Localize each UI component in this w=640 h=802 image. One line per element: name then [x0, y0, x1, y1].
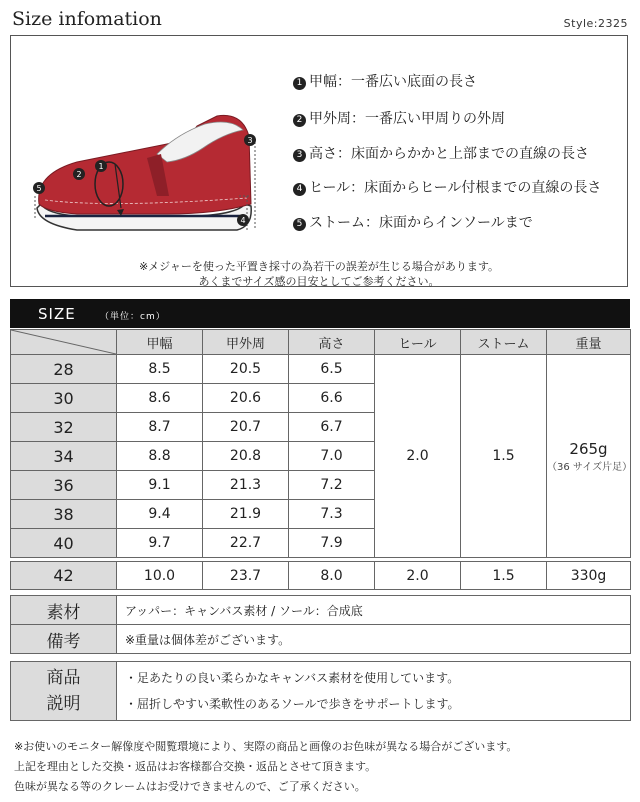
footer-line1: ※お使いのモニター解像度や閲覧環境により、実際の商品と画像のお色味が異なる場合がございます。 — [14, 740, 518, 753]
size-cell: 30 — [11, 384, 117, 413]
svg-text:2: 2 — [76, 170, 82, 179]
size-label: SIZE — [38, 305, 76, 323]
marker-2 — [73, 168, 85, 180]
size-unit: （単位：cm） — [100, 312, 166, 322]
width-cell: 8.7 — [117, 413, 203, 442]
width-cell: 10.0 — [117, 562, 203, 590]
weight-value: 265g — [569, 439, 608, 458]
heel-shared-cell: 2.0 — [375, 355, 461, 558]
size-table — [10, 329, 631, 558]
girth-cell: 20.6 — [203, 384, 289, 413]
measurement-note-1: ※メジャーを使った平置き採寸の為若干の誤差が生じる場合があります。 — [138, 260, 500, 273]
size-table-header — [11, 330, 631, 355]
product-label-line2: 説明 — [46, 694, 81, 714]
footer-line3: 色味が異なる等のクレームはお受けできませんので、ご了承ください。 — [14, 780, 366, 793]
size-42-table — [10, 561, 631, 590]
weight-shared-cell — [547, 355, 631, 558]
product-label — [11, 662, 117, 721]
col-header-heel: ヒール — [375, 330, 461, 355]
height-cell: 6.6 — [289, 384, 375, 413]
definition-height: 3 高さ：床面からかかと上部までの直線の長さ — [293, 143, 589, 163]
material-table — [10, 595, 631, 654]
girth-cell: 21.3 — [203, 471, 289, 500]
col-header-width: 甲幅 — [117, 330, 203, 355]
width-cell: 8.8 — [117, 442, 203, 471]
col-header-weight: 重量 — [547, 330, 631, 355]
measurement-info-box — [10, 35, 628, 287]
storm-cell: 1.5 — [461, 562, 547, 590]
width-cell: 9.7 — [117, 529, 203, 558]
size-header-bar — [10, 299, 630, 328]
width-cell: 8.5 — [117, 355, 203, 384]
table-row — [11, 562, 631, 590]
size-cell: 38 — [11, 500, 117, 529]
product-row — [11, 662, 631, 721]
marker-5 — [33, 182, 45, 194]
footer-notes — [14, 737, 517, 797]
col-header-girth: 甲外周 — [203, 330, 289, 355]
shoe-diagram — [17, 96, 277, 256]
size-cell: 28 — [11, 355, 117, 384]
weight-note: （36 サイズ片足） — [547, 461, 633, 473]
material-value: アッパー：キャンバス素材 / ソール：合成底 — [117, 596, 631, 625]
height-cell: 6.5 — [289, 355, 375, 384]
page-title: Size infomation — [12, 8, 162, 30]
svg-text:1: 1 — [98, 162, 104, 171]
weight-cell: 330g — [547, 562, 631, 590]
definition-storm: 5 ストーム：床面からインソールまで — [293, 212, 533, 232]
height-cell: 6.7 — [289, 413, 375, 442]
girth-cell: 20.7 — [203, 413, 289, 442]
product-line1: ・足あたりの良い柔らかなキャンバス素材を使用しています。 — [125, 671, 460, 685]
corner-cell — [11, 330, 117, 355]
remarks-label: 備考 — [11, 625, 117, 654]
height-cell: 7.3 — [289, 500, 375, 529]
heel-cell: 2.0 — [375, 562, 461, 590]
svg-text:3: 3 — [247, 136, 253, 145]
height-cell: 7.0 — [289, 442, 375, 471]
width-cell: 8.6 — [117, 384, 203, 413]
marker-4 — [237, 214, 249, 226]
table-row — [11, 355, 631, 384]
col-header-storm: ストーム — [461, 330, 547, 355]
svg-text:4: 4 — [240, 216, 246, 225]
material-label: 素材 — [11, 596, 117, 625]
marker-3 — [244, 134, 256, 146]
size-cell: 32 — [11, 413, 117, 442]
footer-line2: 上記を理由とした交換・返品はお客様都合交換・返品とさせて頂きます。 — [14, 760, 377, 773]
girth-cell: 20.5 — [203, 355, 289, 384]
product-line2: ・屈折しやすい柔軟性のあるソールで歩きをサポートします。 — [125, 697, 460, 711]
width-cell: 9.4 — [117, 500, 203, 529]
girth-cell: 21.9 — [203, 500, 289, 529]
definition-width: 1 甲幅：一番広い底面の長さ — [293, 71, 477, 91]
style-code: Style:2325 — [563, 17, 628, 30]
storm-shared-cell: 1.5 — [461, 355, 547, 558]
remarks-value: ※重量は個体差がございます。 — [117, 625, 631, 654]
width-cell: 9.1 — [117, 471, 203, 500]
height-cell: 8.0 — [289, 562, 375, 590]
height-cell: 7.9 — [289, 529, 375, 558]
product-description — [117, 662, 631, 721]
size-cell: 34 — [11, 442, 117, 471]
definition-girth: 2 甲外周：一番広い甲周りの外周 — [293, 108, 505, 128]
marker-1 — [95, 160, 107, 172]
svg-text:5: 5 — [36, 184, 42, 193]
measurement-note-2: あくまでサイズ感の目安としてご参考ください。 — [198, 275, 440, 288]
product-table — [10, 661, 631, 721]
girth-cell: 20.8 — [203, 442, 289, 471]
definition-heel: 4 ヒール：床面からヒール付根までの直線の長さ — [293, 177, 601, 197]
girth-cell: 23.7 — [203, 562, 289, 590]
product-label-line1: 商品 — [46, 668, 81, 688]
size-cell: 40 — [11, 529, 117, 558]
size-cell: 42 — [11, 562, 117, 590]
material-row — [11, 596, 631, 625]
col-header-height: 高さ — [289, 330, 375, 355]
girth-cell: 22.7 — [203, 529, 289, 558]
height-cell: 7.2 — [289, 471, 375, 500]
size-cell: 36 — [11, 471, 117, 500]
remarks-row — [11, 625, 631, 654]
